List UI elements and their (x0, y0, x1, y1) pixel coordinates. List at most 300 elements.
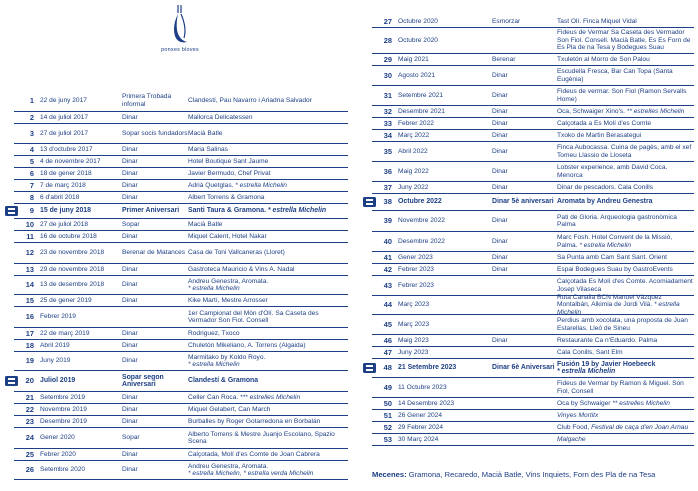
event-place-text: Marmitako by Koldo Royo. (188, 353, 266, 361)
event-place (188, 170, 348, 177)
event-place (188, 342, 348, 349)
event-row-anniversary (372, 359, 694, 378)
event-place (188, 221, 348, 228)
event-place-text: Clandestí, Pau Navarro i Ariadna Salvador (188, 96, 312, 104)
event-place (557, 164, 694, 179)
event-number: 27 (383, 16, 392, 26)
calendar-icon (363, 197, 376, 207)
event-row (14, 231, 348, 243)
event-date: 23 de novembre 2018 (40, 249, 105, 257)
event-row (14, 168, 348, 180)
event-place-text: Finca Aubocassa. Cuina de pagès, amb el xef Tomeu Llassio de Lloseta (557, 144, 692, 159)
event-row (372, 130, 694, 142)
michelin-note: * estrella Michelin (265, 207, 327, 215)
event-type: Dinar (492, 119, 508, 127)
event-row (14, 328, 348, 340)
event-row (14, 404, 348, 416)
event-row (14, 90, 348, 112)
event-type: Dinar (122, 193, 138, 201)
event-row (372, 335, 694, 347)
event-place-text: Celler Can Roca. (188, 393, 239, 401)
event-number: 24 (25, 433, 34, 443)
michelin-note: Festival de caça d'en Joan Arnau (591, 423, 689, 431)
event-number: 15 (25, 295, 34, 305)
event-place-text: Javier Bermudo, Chef Privat (188, 169, 271, 177)
event-row (14, 264, 348, 276)
event-date: 14 Desembre 2023 (398, 399, 455, 407)
event-row (14, 295, 348, 307)
event-row (372, 422, 694, 434)
event-type: Dinar (122, 450, 138, 458)
event-place-text: Calçotada Es Molí d'es Comte. Acomiadament Josep Vilaseca (557, 278, 693, 293)
event-number: 11 (26, 231, 34, 241)
event-place (188, 297, 348, 304)
event-number: 41 (383, 252, 392, 262)
event-date: Setembre 2019 (40, 393, 86, 401)
event-date: Març 2023 (398, 320, 430, 328)
event-number: 3 (29, 128, 34, 138)
event-number: 30 (383, 70, 392, 80)
event-date: Març 2022 (398, 131, 430, 139)
event-place (557, 294, 694, 316)
event-type: Dinar (492, 265, 508, 273)
michelin-note: * estrella Michelin (577, 241, 632, 249)
event-date: 15 de juny 2018 (40, 207, 91, 215)
event-date: Maig 2023 (398, 336, 429, 344)
event-place-text: Alberto Torrens & Mestre Juanjo Escolano, Spazio Scena (188, 430, 335, 445)
event-date: Octubre 2022 (398, 198, 442, 206)
event-number: 48 (383, 363, 392, 373)
event-place-text: Oca, Schwaiger Xino's. (557, 107, 625, 115)
event-number: 37 (383, 182, 392, 192)
event-row (14, 307, 348, 328)
event-date: 7 de març 2018 (40, 181, 86, 189)
event-place (188, 394, 348, 401)
event-type: Dinar (122, 145, 138, 153)
event-number: 4 (29, 144, 34, 154)
event-place-text: Calçotada, Molí d'es Comte de Joan Cabrera (188, 450, 320, 458)
michelin-note: * estrella Michelin (188, 361, 240, 368)
event-number: 31 (383, 90, 392, 100)
event-place-text: Santi Taura & Gramona. (188, 207, 266, 215)
event-row-anniversary (14, 204, 348, 219)
right-column (358, 0, 698, 491)
event-place-text: Marc Fosh. Hotel Convent de la Missió, Palma. (557, 234, 673, 249)
event-number: 21 (25, 392, 34, 402)
event-number: 46 (383, 335, 392, 345)
event-place (557, 198, 694, 205)
event-type: Dinar (492, 183, 508, 191)
event-place-text: Vinyes Mortitx (557, 411, 599, 419)
event-row (372, 142, 694, 162)
event-place (188, 233, 348, 240)
event-place (557, 234, 694, 249)
event-row (372, 54, 694, 66)
event-type: Dinar (122, 232, 138, 240)
event-number: 22 (25, 404, 34, 414)
event-date: Març 2023 (398, 301, 430, 309)
event-type: Dinar (122, 393, 138, 401)
event-row (14, 112, 348, 124)
event-type: Dinar (492, 131, 508, 139)
event-row (372, 16, 694, 28)
event-row (14, 276, 348, 295)
event-type: Dinar (492, 91, 508, 99)
event-date: 11 Octubre 2023 (398, 383, 447, 391)
event-number: 32 (383, 106, 392, 116)
event-place (188, 406, 348, 413)
michelin-note: *** estrelles Michelin (238, 393, 301, 401)
event-number: 43 (383, 280, 392, 290)
event-type: Dinar 5è aniversari (492, 198, 554, 206)
event-place (188, 130, 348, 137)
event-number: 35 (383, 146, 392, 156)
logo-text: ponxes bloves (161, 47, 199, 53)
michelin-note: * estrella Michelin (557, 368, 616, 375)
event-place (557, 349, 694, 356)
event-date: 13 d'octubre 2017 (40, 145, 93, 153)
event-date: Febrer 2022 (398, 119, 434, 127)
event-date: Agosto 2021 (398, 71, 436, 79)
event-place (188, 114, 348, 121)
event-place-text: Oca by Schwaiger (557, 399, 611, 407)
event-place (188, 451, 348, 458)
event-number: 12 (25, 248, 34, 258)
event-row (372, 264, 694, 276)
event-type: Dinar (492, 217, 508, 225)
event-place (557, 436, 694, 443)
event-place (188, 310, 348, 325)
event-date: Abril 2019 (40, 341, 70, 349)
event-number: 9 (29, 206, 34, 216)
event-date: Maig 2022 (398, 167, 429, 175)
event-place-text: Malgache (557, 435, 586, 443)
event-row (372, 211, 694, 232)
event-place (557, 266, 694, 273)
event-row (372, 86, 694, 106)
event-row-anniversary (14, 371, 348, 392)
event-type: Dinar (122, 405, 138, 413)
event-type: Dinar (492, 147, 508, 155)
event-date: 29 de novembre 2018 (40, 265, 105, 273)
event-place-text: Aromata by Andreu Genestra (557, 198, 653, 206)
event-date: Novembre 2022 (398, 217, 445, 225)
event-row (372, 232, 694, 252)
event-row (372, 398, 694, 410)
event-number: 5 (29, 156, 34, 166)
event-place (557, 144, 694, 159)
michelin-note: * estrella Michelin (188, 285, 240, 292)
event-number: 18 (25, 340, 34, 350)
event-date: 22 de juny 2017 (40, 96, 87, 104)
event-row (14, 428, 348, 449)
event-number: 13 (25, 264, 34, 274)
event-place-text: Andreu Genestra, Aromata. (188, 277, 269, 285)
event-place (188, 278, 348, 293)
event-place (557, 317, 694, 332)
event-row (14, 219, 348, 231)
event-place-text: Dinar de pescadors. Cala Conills (557, 183, 654, 191)
event-place-text: Fideus de Vermar by Ramon & Miguel. Son Fiol, Consell (557, 380, 684, 395)
event-number: 49 (383, 382, 392, 392)
event-date: Octubre 2020 (398, 17, 438, 25)
event-row (372, 378, 694, 398)
event-date: 16 de octubre 2018 (40, 232, 97, 240)
event-place (188, 158, 348, 165)
sponsors-label: Mecenes: (372, 470, 407, 479)
event-row (372, 315, 694, 335)
event-type: Dinar 6è Aniversari (492, 364, 555, 372)
event-date: 25 de gener 2019 (40, 296, 92, 304)
event-place-text: Maria Salinas (188, 145, 228, 153)
event-date: Octubre 2020 (398, 36, 438, 44)
event-number: 45 (383, 319, 392, 329)
event-place (188, 330, 348, 337)
event-row (372, 162, 694, 182)
event-place (557, 278, 694, 293)
event-date: 18 de gener 2018 (40, 169, 92, 177)
event-type: Dinar (492, 71, 508, 79)
event-number: 23 (25, 416, 34, 426)
event-place (188, 97, 348, 104)
event-place (188, 207, 348, 214)
event-date: Desembre 2021 (398, 107, 445, 115)
event-number: 51 (383, 410, 392, 420)
logo (150, 4, 210, 62)
event-type: Dinar (122, 341, 138, 349)
event-place-text: Txoko de Martin Berasategui (557, 131, 642, 139)
event-number: 38 (383, 197, 392, 207)
event-place-text: Hotel Boutique Sant Jaume (188, 157, 269, 165)
event-place-text: Fideus de vermar. Son Fiol (Ramon Servalls Home) (557, 88, 687, 103)
event-number: 7 (29, 180, 34, 190)
event-place-text: Albert Torrens & Gramona (188, 193, 265, 201)
event-row (372, 410, 694, 422)
event-date: 27 de juliol 2017 (40, 129, 89, 137)
spoon-logo-icon (169, 4, 191, 46)
event-number: 33 (383, 118, 392, 128)
event-date: Desembre 2022 (398, 237, 445, 245)
event-date: 14 de juliol 2017 (40, 113, 89, 121)
event-place-text: 1er Campionat del Món d'Olí. Sa Caseta des Vermador Son Fiol. Consell (188, 309, 319, 324)
event-number: 10 (25, 219, 34, 229)
event-type: Dinar (122, 329, 138, 337)
event-place-text: Pati de Gloria. Arqueologia gastronòmica Palma (557, 213, 677, 228)
event-type: Dinar (122, 281, 138, 289)
event-place (188, 249, 348, 256)
event-place-text: Macià Batle (188, 220, 223, 228)
event-place (557, 108, 694, 115)
event-place (557, 254, 694, 261)
sponsors-line (372, 470, 655, 479)
event-place-text: Rodriguez, Txoco (188, 329, 240, 337)
event-place (188, 182, 348, 189)
event-row (14, 352, 348, 371)
event-place-text: Espai Bodegues Suau by GastroEvents (557, 265, 673, 273)
michelin-note: * estrella Michelin (557, 301, 680, 316)
event-type: Berenar de Matances (122, 249, 186, 257)
event-date: Juny 2019 (40, 357, 71, 365)
event-row (372, 347, 694, 359)
event-date: Novembre 2019 (40, 405, 87, 413)
event-number: 47 (383, 347, 392, 357)
event-row-anniversary (372, 194, 694, 211)
event-place (557, 400, 694, 407)
event-number: 19 (25, 356, 34, 366)
event-row (14, 144, 348, 156)
event-place (557, 120, 694, 127)
event-place-text: Fusión 19 by Javier Hoebeeck (557, 360, 656, 368)
event-number: 8 (29, 192, 34, 202)
event-place-text: Txuletón al Morro de Son Palou (557, 55, 650, 63)
event-number: 2 (29, 112, 34, 122)
event-place (188, 266, 348, 273)
event-type: Dinar (122, 417, 138, 425)
event-place (557, 18, 694, 25)
event-place-text: Burballes by Roger Gotarredona en Borbalán (188, 417, 321, 425)
event-number: 20 (25, 376, 34, 386)
event-date: Juny 2022 (398, 183, 429, 191)
event-place (188, 146, 348, 153)
event-type: Dinar (122, 265, 138, 273)
event-place (557, 412, 694, 419)
event-date: Gener 2020 (40, 434, 75, 442)
event-place-text: Macià Batle (188, 129, 223, 137)
event-type: Primer Aniversari (122, 207, 180, 215)
event-place-text: Mallorca Delicatessen (188, 113, 253, 121)
event-number: 25 (25, 449, 34, 459)
event-place (557, 184, 694, 191)
event-place-text: Club Food, (557, 423, 592, 431)
event-type: Dinar (492, 253, 508, 261)
event-place-text: Perdius amb xocolata, una proposta de Juan Estarellas. Lleó de Sineu (557, 317, 688, 332)
event-row (372, 182, 694, 194)
event-type: Dinar (122, 169, 138, 177)
calendar-icon (363, 363, 376, 373)
event-date: Abril 2022 (398, 147, 428, 155)
event-place-text: Miquel Gelabert, Can March (188, 405, 271, 413)
event-place (188, 431, 348, 446)
event-date: Desembre 2019 (40, 417, 87, 425)
event-number: 36 (383, 166, 392, 176)
event-type: Sopar (122, 220, 140, 228)
event-type: Sopar segon Aniversari (122, 373, 164, 388)
event-type: Dinar (492, 336, 508, 344)
event-place (557, 424, 694, 431)
event-number: 39 (383, 216, 392, 226)
event-date: 22 de març 2019 (40, 329, 90, 337)
sponsors-list: Gramona, Recaredo, Macià Batle, Vins Inquiets, Forn des Pla de na Tesa (406, 470, 656, 479)
event-date: Gener 2023 (398, 253, 433, 261)
event-row (372, 118, 694, 130)
event-place-text: Miquel Calent, Hotel Nakar (188, 232, 267, 240)
event-row (372, 293, 694, 316)
event-number: 17 (25, 328, 34, 338)
event-date: 4 de novembre 2017 (40, 157, 101, 165)
event-row (14, 192, 348, 204)
event-place-text: Escudella Fresca, Bar Can Topa (Santa Eugènia) (557, 68, 673, 83)
calendar-icon (5, 376, 18, 386)
event-place (557, 132, 694, 139)
event-number: 16 (25, 312, 34, 322)
event-place (557, 361, 694, 376)
event-place (557, 29, 694, 51)
event-place-text: Calçotada a Es Molí d'es Comte (557, 119, 651, 127)
event-type: Berenar (492, 55, 516, 63)
event-row (14, 243, 348, 264)
event-row (14, 416, 348, 428)
event-type: Dinar (122, 113, 138, 121)
event-place-text: Chuletón Mikeliano, A. Torrens (Algaida) (188, 341, 306, 349)
event-date: 21 Setembre 2023 (398, 364, 457, 372)
left-event-list (14, 90, 348, 480)
event-place (557, 380, 694, 395)
michelin-note: ** estrelles Michelin (610, 399, 670, 407)
event-row (14, 340, 348, 352)
michelin-note: * estrella Michelin, * estrella verda Michelin (188, 470, 314, 477)
event-type: Dinar (122, 181, 138, 189)
event-row (14, 461, 348, 480)
event-date: Setembre 2021 (398, 91, 444, 99)
event-type: Esmorzar (492, 17, 521, 25)
event-row (372, 66, 694, 86)
event-type: Sopar socis fundadors (122, 129, 188, 137)
event-place (557, 88, 694, 103)
event-date: 6 d'abril 2018 (40, 193, 80, 201)
event-number: 40 (383, 236, 392, 246)
event-number: 1 (29, 95, 34, 105)
event-place-text: Kike Martí, Mestre Arrosser (188, 296, 268, 304)
event-number: 50 (383, 398, 392, 408)
event-place-text: Ruta Canalla BCN Manuel Vázquez Montalbán, Alkimia de Jordi Vilà. (557, 293, 662, 309)
event-place (188, 377, 348, 384)
event-date: Setembre 2020 (40, 466, 86, 474)
event-type: Dinar (122, 296, 138, 304)
event-type: Dinar (122, 157, 138, 165)
event-row (372, 106, 694, 118)
event-date: 26 Gener 2024 (398, 411, 442, 419)
event-place-text: Tast Olí. Finca Miquel Vidal (557, 17, 637, 25)
event-date: Febrer 2023 (398, 265, 434, 273)
calendar-icon (5, 206, 18, 216)
event-date: Febrer 2020 (40, 450, 76, 458)
event-date: 13 de desembre 2018 (40, 281, 105, 289)
event-date: Maig 2021 (398, 55, 429, 63)
event-place (188, 354, 348, 369)
event-place (557, 56, 694, 63)
event-type: Dinar (122, 357, 138, 365)
event-type: Dinar (122, 466, 138, 474)
event-type: Sopar (122, 434, 140, 442)
event-place (557, 68, 694, 83)
event-number: 6 (29, 168, 34, 178)
event-place-text: Cala Conills, Sant Elm (557, 348, 623, 356)
event-type: Dinar (492, 107, 508, 115)
event-number: 44 (383, 300, 392, 310)
event-number: 14 (25, 280, 34, 290)
event-number: 29 (383, 54, 392, 64)
event-type: Primera Trobada informal (122, 93, 172, 108)
event-place-text: Andreu Genestra, Aromata. (188, 462, 269, 470)
event-date: 27 de juliol 2018 (40, 220, 89, 228)
event-row (14, 392, 348, 404)
michelin-note: * estrella Michelin (233, 181, 287, 189)
event-number: 28 (383, 35, 392, 45)
event-place (188, 463, 348, 478)
event-place-text: Lobster experience, amb David Coca. Menorca (557, 164, 668, 179)
event-number: 34 (383, 130, 392, 140)
event-row (372, 252, 694, 264)
